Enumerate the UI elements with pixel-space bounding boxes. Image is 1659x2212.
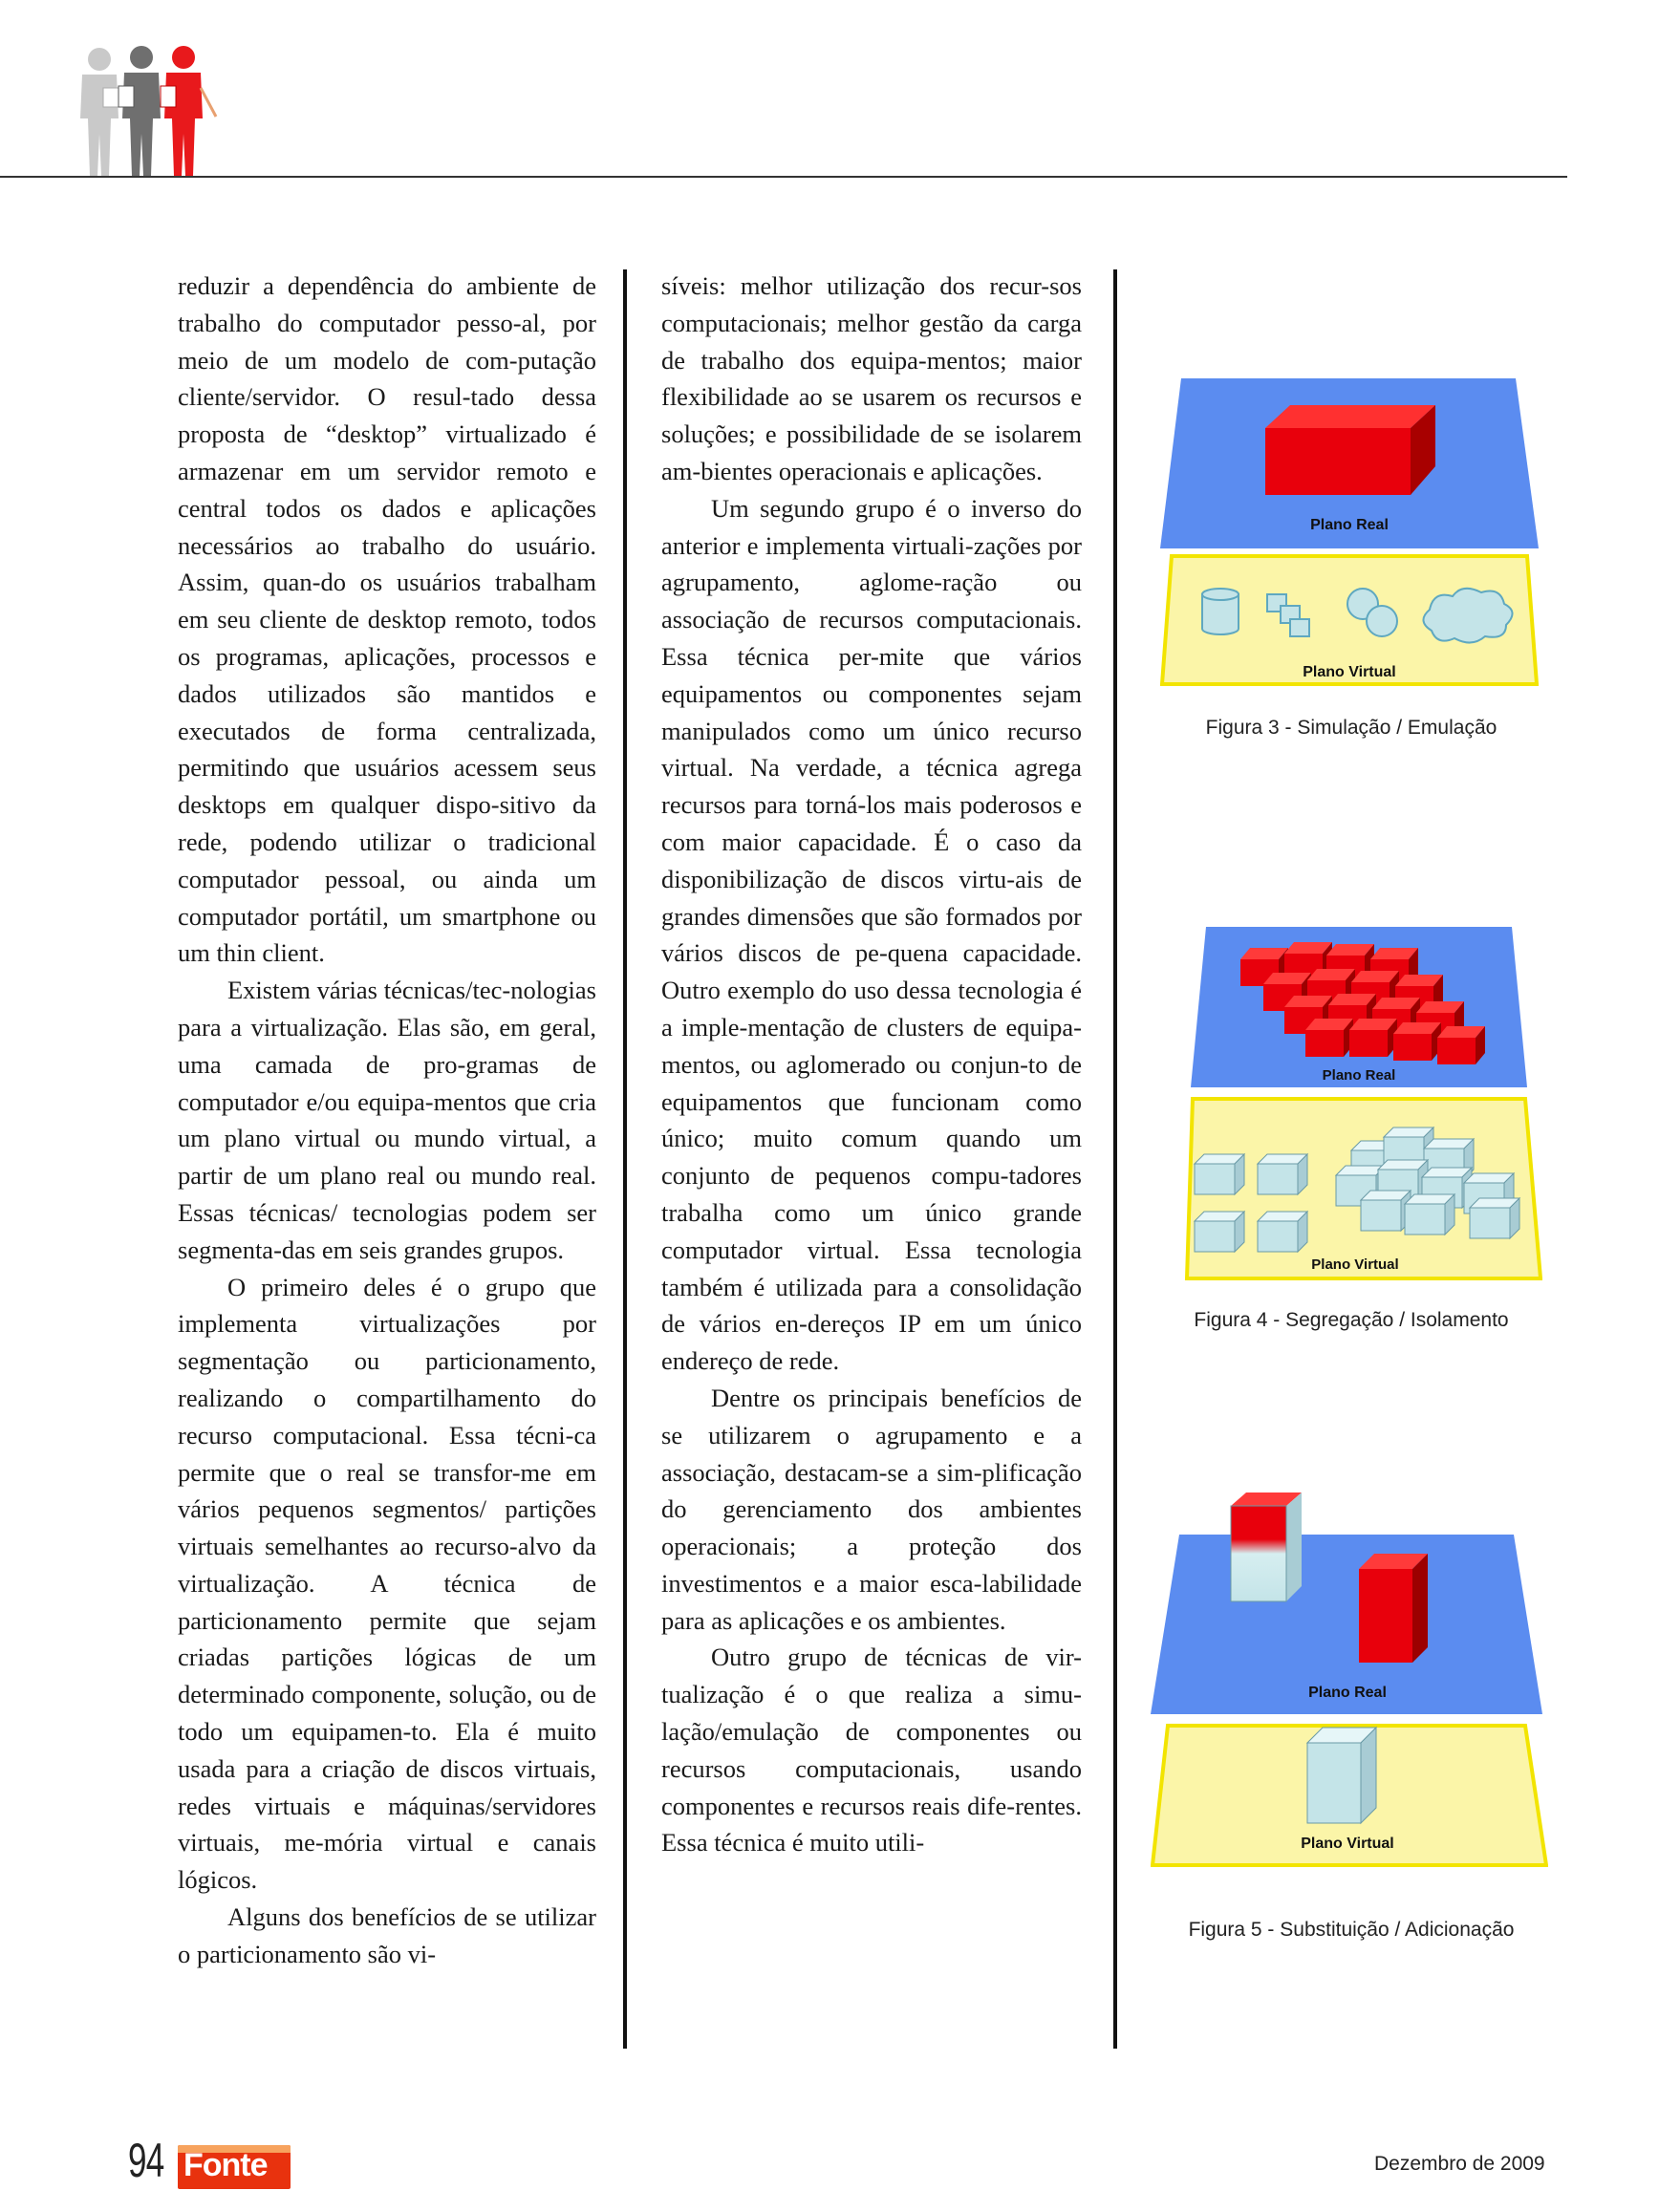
text-column-2 (661, 268, 1082, 1861)
paragraph: reduzir a dependência do ambiente de trabalho do computador pesso-al, por meio de um modelo de com-putação cliente/servidor. O resul-tado dessa proposta de “desktop” virtualizado é armazenar em um servidor remoto e central todos os dados e aplicações necessários ao trabalho do usuário. Assim, quan-do os usuários trabalham em seu cliente de desktop remoto, todos os programas, aplicações, processos e dados utilizados são mantidos e executados de forma centralizada, permitindo que usuários acessem seus desktops em qualquer dispo-sitivo da rede, podendo utilizar o tradicional computador pessoal, ou ainda um computador portátil, um smartphone ou um thin client. (178, 271, 596, 968)
paragraph: Dentre os principais benefícios de se utilizarem o agrupamento e a associação, destacam-se a sim-plificação do gerenciamento dos ambientes operacionais; a proteção dos investimentos e a maior esca-labilidade para as aplicações e os ambientes. (661, 1383, 1082, 1635)
page-number: 94 (128, 2134, 164, 2187)
plano-virtual-label: Plano Virtual (1311, 1256, 1399, 1273)
paragraph: Outro grupo de técnicas de vir-tualização é o que realiza a simu-lação/emulação de componentes ou recursos computacionais, usando componentes e recursos reais dife-rentes. Essa técnica é muito utili- (661, 1643, 1082, 1858)
paragraph: síveis: melhor utilização dos recur-sos computacionais; melhor gestão da carga de trabalho dos equipa-mentos; maior flexibilidade ao se usarem os recursos e soluções; e possibilidade de se isolarem am-bientes operacionais e aplicações. (661, 271, 1082, 485)
magazine-logo (178, 2145, 291, 2189)
figure-5-diagram (1151, 1493, 1548, 1869)
column-divider (623, 269, 627, 2049)
plano-virtual-label: Plano Virtual (1303, 664, 1396, 680)
figure-3-diagram (1160, 378, 1539, 688)
figure-4-caption: Figura 4 - Segregação / Isolamento (1194, 1309, 1509, 1331)
plano-real-label: Plano Real (1310, 517, 1389, 533)
plano-real-plane (1151, 1535, 1542, 1714)
paragraph: Alguns dos benefícios de se utilizar o particionamento são vi- (178, 1902, 596, 1968)
figure-3-caption: Figura 3 - Simulação / Emulação (1205, 717, 1497, 739)
paragraph: O primeiro deles é o grupo que implementa virtualizações por segmentação ou particionamento, realizando o compartilhamento do recurso computacional. Essa técni-ca permite que o real se transfor-me em vários pequenos segmentos/ partições virtuais semelhantes ao recurso-alvo da virtualização. A técnica de particionamento permite que sejam criadas partições lógicas de um determinado componente, solução, ou de todo um equipamen-to. Ela é muito usada para a criação de discos virtuais, redes virtuais e máquinas/servidores virtuais, me-mória virtual e canais lógicos. (178, 1272, 596, 1895)
plano-real-label: Plano Real (1322, 1067, 1396, 1084)
issue-date: Dezembro de 2009 (1374, 2153, 1545, 2175)
plano-real-label: Plano Real (1308, 1685, 1387, 1701)
plano-virtual-label: Plano Virtual (1301, 1836, 1394, 1852)
virtual-block (1307, 1728, 1376, 1823)
three-people-figures-icon (75, 42, 227, 180)
column-divider (1113, 269, 1117, 2049)
text-column-1 (178, 268, 596, 1973)
magazine-name: Fonte (183, 2147, 268, 2183)
paragraph: Existem várias técnicas/tec-nologias para a virtualização. Elas são, em geral, uma camada de pro-gramas de computador e/ou equipa-mentos que cria um plano virtual ou mundo virtual, a partir de um plano real ou mundo real. Essas técnicas/ tecnologias podem ser segmenta-das em seis grandes grupos. (178, 976, 596, 1264)
paragraph: Um segundo grupo é o inverso do anterior e implementa virtuali-zações por agrupamento, aglome-ração ou associação de recursos computacionais. Essa técnica per-mite que vários equipamentos ou componentes sejam manipulados como um único recurso virtual. Na verdade, a técnica agrega recursos para torná-los mais poderosos e com maior capacidade. É o caso da disponibilização de discos virtu-ais de grandes dimensões que são formados por vários discos de pe-quena capacidade. Outro exemplo do uso dessa tecnologia é a imple-mentação de clusters de equipa-mentos, ou aglomerado ou conjun-to de equipamentos que funcionam como único; muito comum quando um conjunto de pequenos compu-tadores trabalha como um único grande computador virtual. Essa tecnologia também é utilizada para a consolidação de vários en-dereços IP em um único endereço de rede. (661, 493, 1082, 1376)
figure-5-caption: Figura 5 - Substituição / Adicionação (1188, 1919, 1515, 1941)
figure-4-diagram (1183, 927, 1542, 1284)
red-block (1265, 405, 1435, 495)
header-rule (0, 176, 1567, 178)
red-block (1359, 1554, 1428, 1663)
transitioning-block (1231, 1493, 1302, 1601)
